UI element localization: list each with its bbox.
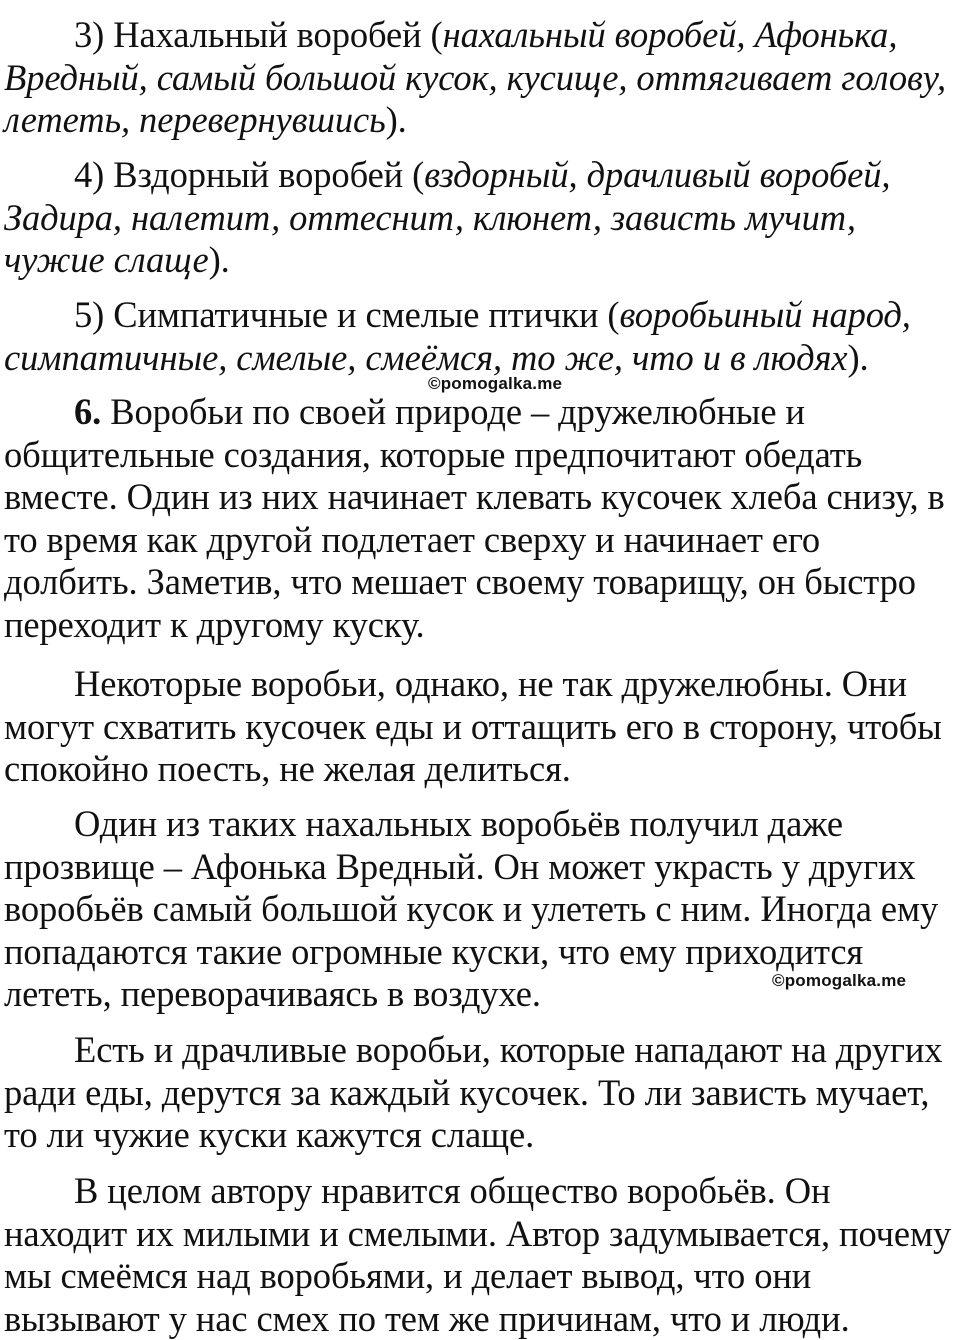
task-6-paragraph bbox=[4, 391, 954, 646]
item-number: 3) bbox=[74, 14, 105, 55]
item-keywords: воробьиный народ, симпатичные, смелые, смеёмся, то же, что и в людях bbox=[4, 294, 911, 378]
item-keywords: нахальный воробей, Афонька, Вредный, самый большой кусок, кусище, оттягивает голову, лететь, перевернувшись bbox=[4, 14, 947, 140]
item-heading: Вздорный воробей ( bbox=[113, 154, 425, 195]
watermark: ©pomogalka.me bbox=[428, 374, 563, 393]
item-close: ). bbox=[208, 239, 230, 280]
item-number: 5) bbox=[74, 294, 105, 335]
task-text: Воробьи по своей природе – дружелюбные и общительные создания, которые предпочитают обедать вместе. Один из них начинает клевать кусочек хлеба снизу, в то время как другой подлетает сверху и начинает его долбить. Заметив, что мешает своему товарищу, он быстро переходит к другому куску. bbox=[4, 391, 945, 645]
list-item-3 bbox=[4, 14, 954, 142]
list-item-5 bbox=[4, 294, 954, 379]
body-paragraph: Некоторые воробьи, однако, не так дружелюбны. Они могут схватить кусочек еды и оттащить его в сторону, чтобы спокойно поесть, не желая делиться. bbox=[4, 663, 942, 789]
body-paragraph: Один из таких нахальных воробьёв получил даже прозвище – Афонька Вредный. Он может украсть у других воробьёв самый большой кусок и улететь с ним. Иногда ему попадаются такие огромные куски, что ему приходится лететь, переворачиваясь в воздухе. bbox=[4, 803, 939, 1014]
item-close: ). bbox=[385, 99, 407, 140]
watermark: ©pomogalka.me bbox=[772, 971, 907, 990]
item-number: 4) bbox=[74, 154, 105, 195]
item-close: ). bbox=[847, 336, 869, 378]
task-number: 6. bbox=[74, 391, 102, 432]
body-paragraph: В целом автору нравится общество воробьёв. Он находит их милыми и смелыми. Автор задумывается, почему мы смеёмся над воробьями, и делает вывод, что они вызывают у нас смех по тем же причинам, что и люди. bbox=[4, 1170, 952, 1339]
item-heading: Симпатичные и смелые птички ( bbox=[113, 294, 620, 335]
item-keywords: вздорный, драчливый воробей, Задира, налетит, оттеснит, клюнет, зависть мучит, чужие слаще bbox=[4, 154, 891, 280]
item-heading: Нахальный воробей ( bbox=[113, 14, 443, 55]
list-item-4 bbox=[4, 154, 954, 282]
body-paragraph: Есть и драчливые воробьи, которые нападают на других ради еды, дерутся за каждый кусочек. То ли зависть мучает, то ли чужие куски кажутся слаще. bbox=[4, 1029, 943, 1155]
